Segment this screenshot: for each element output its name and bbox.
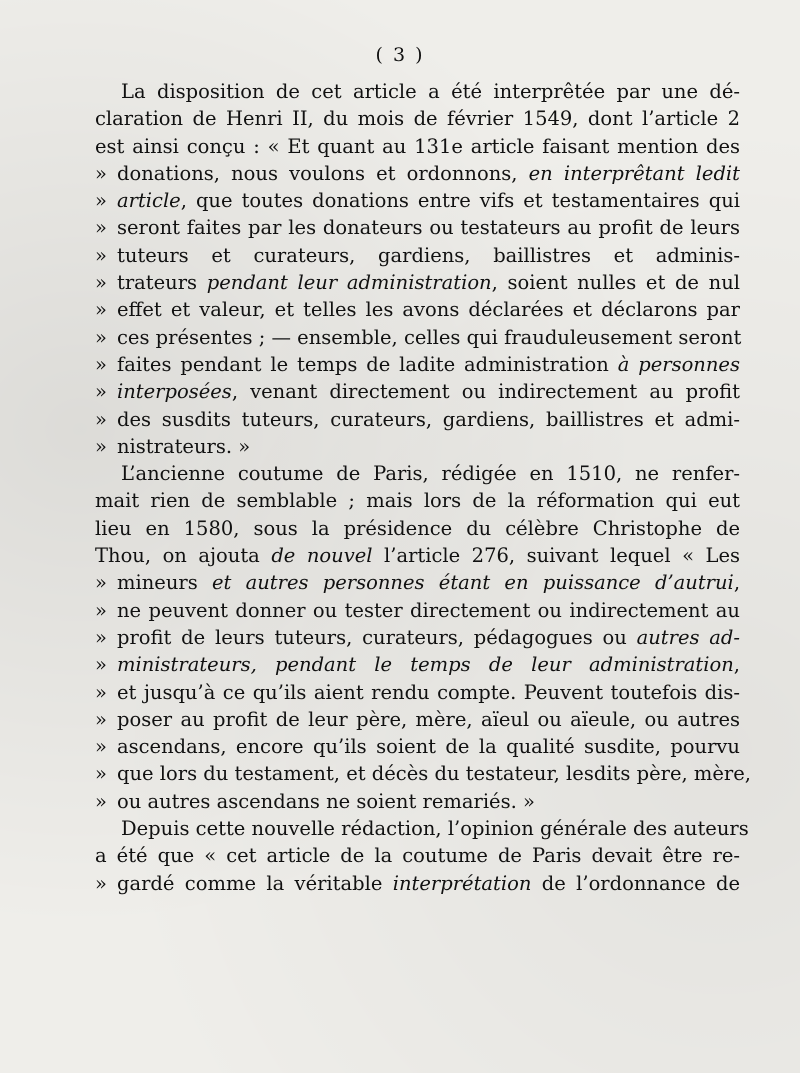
- line-text: ,: [733, 653, 740, 677]
- text-line: [95, 569, 740, 596]
- text-line: [95, 487, 740, 514]
- body-text: [95, 78, 751, 897]
- quote-mark: »: [95, 161, 107, 185]
- text-line: [95, 542, 740, 569]
- text-line: [95, 515, 740, 542]
- quote-mark: »: [95, 298, 107, 322]
- text-line: [95, 651, 740, 678]
- quote-mark: »: [95, 707, 107, 731]
- line-text: mait rien de semblable ; mais lors de la réformation qui eut: [95, 489, 740, 513]
- line-text: , que toutes donations entre vifs et testamentaires qui: [180, 189, 740, 213]
- text-line: [95, 133, 740, 160]
- page-number: ( 3 ): [375, 44, 425, 66]
- quote-mark: »: [95, 789, 107, 813]
- line-text: ces présentes ; — ensemble, celles qui frauduleusement seront: [117, 325, 742, 349]
- text-line: [95, 433, 740, 460]
- text-line: [95, 160, 740, 187]
- text-line: [95, 460, 740, 487]
- text-line: [95, 242, 740, 269]
- line-text: effet et valeur, et telles les avons déclarées et déclarons par: [117, 298, 740, 322]
- text-line: [95, 269, 740, 296]
- text-line: [95, 624, 740, 651]
- italic-text: interprétation: [392, 871, 532, 895]
- quote-mark: »: [95, 625, 107, 649]
- line-text: ne peuvent donner ou tester directement ou indirectement au: [117, 598, 740, 622]
- line-text: que lors du testament, et décès du testateur, lesdits père, mère,: [117, 762, 751, 786]
- line-text: seront faites par les donateurs ou testateurs au profit de leurs: [117, 216, 740, 240]
- text-line: [95, 296, 740, 323]
- line-text: ou autres ascendans ne soient remariés. »: [117, 789, 535, 813]
- line-text: donations, nous voulons et ordonnons,: [117, 161, 529, 185]
- line-text: nistrateurs. »: [117, 434, 251, 458]
- line-text: trateurs: [117, 271, 207, 295]
- quote-mark: »: [95, 571, 107, 595]
- text-line: [95, 679, 740, 706]
- text-line: [95, 788, 740, 815]
- quote-mark: »: [95, 243, 107, 267]
- line-text: , venant directement ou indirectement au profit: [231, 380, 740, 404]
- line-text: est ainsi conçu : « Et quant au 131e article faisant mention des: [95, 134, 740, 158]
- quote-mark: »: [95, 762, 107, 786]
- text-line: [95, 760, 751, 787]
- quote-mark: »: [95, 325, 107, 349]
- text-line: [95, 78, 740, 105]
- line-text: Thou, on ajouta: [95, 544, 272, 568]
- quote-mark: »: [95, 680, 107, 704]
- line-text: lieu en 1580, sous la présidence du célèbre Christophe de: [95, 516, 740, 540]
- text-line: [95, 187, 740, 214]
- quote-mark: »: [95, 216, 107, 240]
- line-text: Depuis cette nouvelle rédaction, l’opinion générale des auteurs: [121, 817, 749, 841]
- quote-mark: »: [95, 434, 107, 458]
- italic-text: et autres personnes étant en puissance d’autrui: [211, 571, 734, 595]
- italic-text: pendant leur administration: [206, 271, 492, 295]
- quote-mark: »: [95, 598, 107, 622]
- text-line: [95, 706, 740, 733]
- text-line: [95, 214, 740, 241]
- line-text-tail: , soient nulles et de nul: [491, 271, 740, 295]
- quote-mark: »: [95, 189, 107, 213]
- line-text: tuteurs et curateurs, gardiens, baillistres et adminis-: [117, 243, 740, 267]
- quote-mark: »: [95, 735, 107, 759]
- text-line: [95, 351, 740, 378]
- quote-mark: »: [95, 271, 107, 295]
- quote-mark: »: [95, 653, 107, 677]
- line-text: des susdits tuteurs, curateurs, gardiens, baillistres et admi-: [117, 407, 740, 431]
- italic-text: interposées: [117, 380, 232, 404]
- quote-mark: »: [95, 352, 107, 376]
- line-text: claration de Henri II, du mois de février 1549, dont l’article 2: [95, 107, 740, 131]
- line-text: et jusqu’à ce qu’ils aient rendu compte. Peuvent toutefois dis-: [117, 680, 740, 704]
- line-text-tail: l’article 276, suivant lequel « Les: [372, 544, 741, 568]
- quote-mark: »: [95, 407, 107, 431]
- italic-text: en interprêtant ledit: [528, 161, 740, 185]
- text-line: [95, 815, 749, 842]
- quote-mark: »: [95, 871, 107, 895]
- italic-text: autres ad-: [636, 625, 740, 649]
- text-line: [95, 870, 740, 897]
- text-line: [95, 733, 740, 760]
- text-line: [95, 842, 740, 869]
- italic-text: à personnes: [617, 352, 740, 376]
- text-line: [95, 324, 740, 351]
- line-text: a été que « cet article de la coutume de Paris devait être re-: [95, 844, 740, 868]
- text-line: [95, 105, 740, 132]
- line-text: mineurs: [117, 571, 212, 595]
- line-text: La disposition de cet article a été interprêtée par une dé-: [121, 80, 740, 103]
- line-text: faites pendant le temps de ladite administration: [117, 352, 618, 376]
- italic-text: ministrateurs, pendant le temps de leur administration: [117, 653, 734, 677]
- line-text: gardé comme la véritable: [117, 871, 393, 895]
- text-line: [95, 406, 740, 433]
- line-text: profit de leurs tuteurs, curateurs, pédagogues ou: [117, 625, 637, 649]
- italic-text: article: [117, 189, 181, 213]
- line-text-tail: de l’ordonnance de: [531, 871, 740, 895]
- text-line: [95, 378, 740, 405]
- line-text: ascendans, encore qu’ils soient de la qualité susdite, pourvu: [117, 735, 740, 759]
- text-line: [95, 597, 740, 624]
- italic-text: de nouvel: [271, 544, 373, 568]
- quote-mark: »: [95, 380, 107, 404]
- line-text-tail: ,: [733, 571, 741, 595]
- line-text: L’ancienne coutume de Paris, rédigée en 1510, ne renfer-: [121, 462, 740, 486]
- line-text: poser au profit de leur père, mère, aïeul ou aïeule, ou autres: [117, 707, 740, 731]
